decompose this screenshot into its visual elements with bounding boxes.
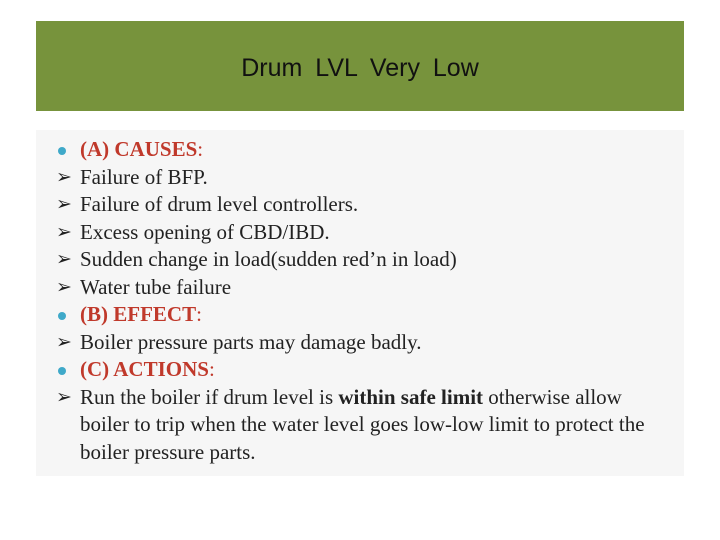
arrow-bullet-icon: ➢: [56, 330, 72, 353]
action-text-end: otherwise allow boiler to trip when the water level goes low-low limit to protect the boiler pressure parts.: [80, 384, 645, 464]
arrow-bullet-icon: ➢: [56, 385, 72, 408]
cause-text: Sudden change in load(sudden red’n in load): [80, 247, 457, 271]
action-text-bold: within safe limit: [338, 384, 484, 409]
cause-text: Water tube failure: [80, 274, 232, 299]
list-item: [56, 329, 676, 357]
effect-text: Boiler pressure parts may damage badly.: [80, 329, 422, 354]
list-item: [56, 191, 676, 219]
bullet-dot-icon: [58, 367, 66, 375]
section-heading-effect: [56, 301, 676, 329]
cause-text: Excess opening of CBD/IBD.: [80, 219, 330, 244]
bullet-list: [56, 136, 676, 466]
list-item: [56, 246, 676, 274]
arrow-bullet-icon: ➢: [56, 193, 72, 215]
actions-heading: (C) ACTIONS: [80, 357, 209, 381]
cause-text: Failure of drum level controllers.: [80, 192, 359, 216]
action-text-start: Run the boiler if drum level is: [80, 384, 339, 409]
effect-heading: (B) EFFECT: [80, 302, 197, 326]
section-heading-actions: [56, 356, 676, 384]
list-item: [56, 274, 676, 302]
content-box: [36, 130, 684, 476]
section-heading-causes: [56, 136, 676, 164]
action-text: [80, 385, 645, 464]
slide-title: Drum LVL Very Low: [241, 53, 479, 82]
bullet-dot-icon: [58, 312, 66, 320]
arrow-bullet-icon: ➢: [56, 165, 72, 188]
causes-colon: :: [197, 137, 204, 161]
title-bar: [36, 21, 684, 111]
effect-colon: :: [196, 302, 202, 326]
arrow-bullet-icon: ➢: [56, 248, 72, 270]
causes-heading: (A) CAUSES: [80, 137, 198, 161]
list-item: [56, 219, 676, 247]
list-item: [56, 164, 676, 192]
arrow-bullet-icon: ➢: [56, 275, 72, 298]
actions-colon: :: [208, 357, 215, 381]
bullet-dot-icon: [58, 147, 66, 155]
arrow-bullet-icon: ➢: [56, 220, 72, 243]
cause-text: Failure of BFP.: [80, 164, 208, 189]
list-item: [56, 384, 676, 467]
